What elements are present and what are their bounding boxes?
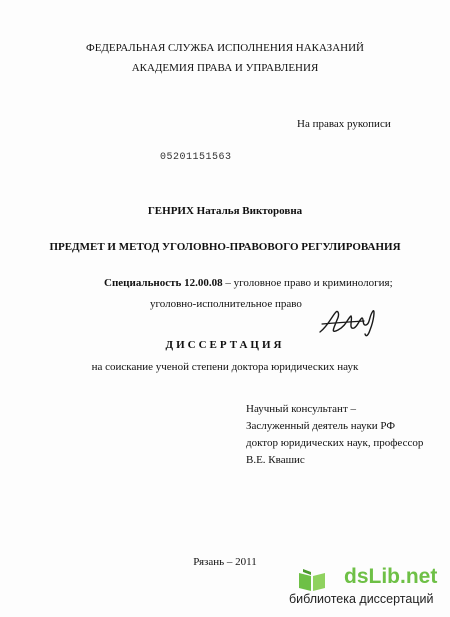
specialty-code: Специальность 12.00.08 [104,277,223,289]
book-logo-icon [297,567,327,593]
handwritten-signature [318,306,378,340]
watermark-site-name[interactable]: dsLib.net [344,565,438,588]
consultant-degree: доктор юридических наук, профессор [246,437,424,449]
consultant-label: Научный консультант – [246,403,356,415]
place-and-year: Рязань – 2011 [193,556,257,568]
consultant-name: В.Е. Квашис [246,454,305,466]
dissertation-title: ПРЕДМЕТ И МЕТОД УГОЛОВНО-ПРАВОВОГО РЕГУЛИРОВАНИЯ [49,241,401,253]
specialty-description: – уголовное право и криминология; [222,277,393,289]
manuscript-note: На правах рукописи [297,118,391,130]
institution-name: ФЕДЕРАЛЬНАЯ СЛУЖБА ИСПОЛНЕНИЯ НАКАЗАНИЙ [86,42,364,54]
consultant-honor: Заслуженный деятель науки РФ [246,420,396,432]
specialty-line-2: уголовно-исполнительное право [150,298,302,310]
specialty-line [104,277,393,290]
document-type: ДИССЕРТАЦИЯ [165,339,285,351]
watermark-tagline: библиотека диссертаций [289,592,434,606]
author-name: ГЕНРИХ Наталья Викторовна [147,205,303,217]
academy-name: АКАДЕМИЯ ПРАВА И УПРАВЛЕНИЯ [131,62,319,74]
degree-statement: на соискание ученой степени доктора юридических наук [91,361,359,373]
registration-number: 05201151563 [160,152,232,163]
